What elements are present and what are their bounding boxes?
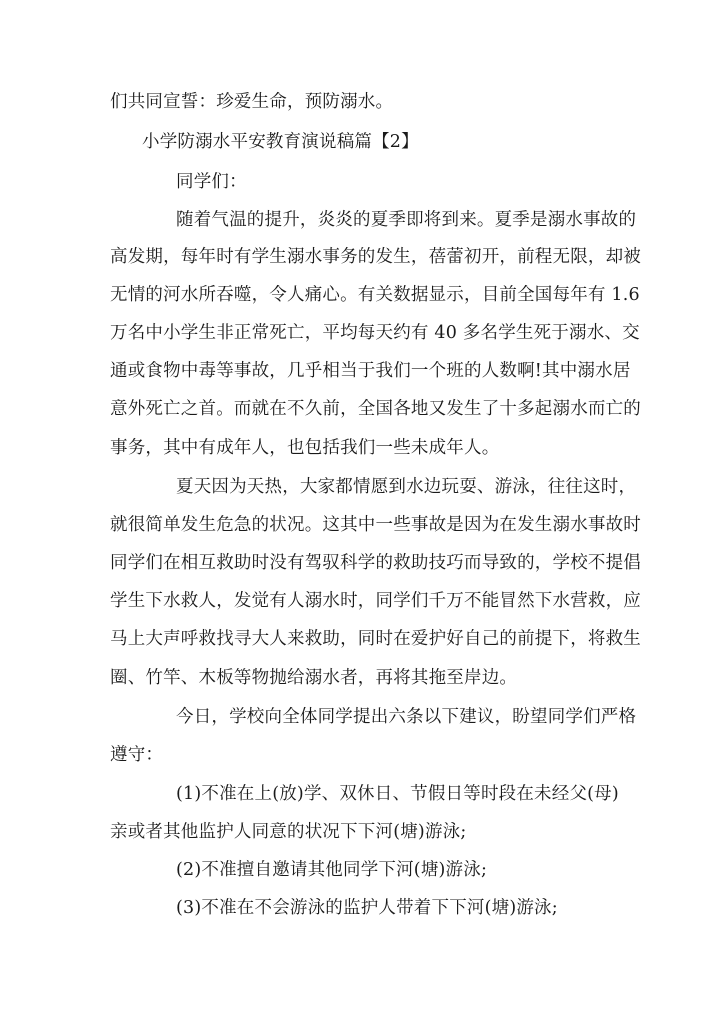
text-line: 高发期，每年时有学生溺水事务的发生，蓓蕾初开，前程无限，却被	[110, 247, 641, 267]
rule-item-3: (3)不准在不会游泳的监护人带着下下河(塘)游泳;	[176, 898, 558, 918]
text-line: 今日，学校向全体同学提出六条以下建议，盼望同学们严格	[176, 707, 637, 727]
text-line: 随着气温的提升，炎炎的夏季即将到来。夏季是溺水事故的	[176, 210, 637, 230]
text-line: 意外死亡之首。而就在不久前，全国各地又发生了十多起溺水而亡的	[110, 399, 641, 419]
text-line: 同学们在相互救助时没有驾驭科学的救助技巧而导致的，学校不提倡	[110, 553, 641, 573]
text-line: 通或食物中毒等事故，几乎相当于我们一个班的人数啊!其中溺水居	[110, 361, 631, 381]
text-line: 事务，其中有成年人，也包括我们一些未成年人。	[110, 438, 500, 458]
rule-item-1-continued: 亲或者其他监护人同意的状况下下河(塘)游泳;	[110, 822, 467, 842]
text-line: 圈、竹竿、木板等物抛给溺水者，再将其拖至岸边。	[110, 668, 518, 688]
text-line: 就很简单发生危急的状况。这其中一些事故是因为在发生溺水事故时	[110, 515, 641, 535]
text-line: 马上大声呼救找寻大人来救助，同时在爱护好自己的前提下，将救生	[110, 629, 641, 649]
rule-item-2: (2)不准擅自邀请其他同学下河(塘)游泳;	[176, 860, 488, 880]
salutation: 同学们：	[176, 172, 247, 192]
text-line: 们共同宣誓：珍爱生命，预防溺水。	[110, 92, 394, 112]
text-line: 学生下水救人，发觉有人溺水时，同学们千万不能冒然下水营救，应	[110, 591, 641, 611]
section-heading: 小学防溺水平安教育演说稿篇【2】	[142, 132, 419, 152]
text-line: 遵守：	[110, 745, 164, 765]
rule-item-1: (1)不准在上(放)学、双休日、节假日等时段在未经父(母)	[176, 784, 619, 804]
text-line: 万名中小学生非正常死亡，平均每天约有 40 多名学生死于溺水、交	[110, 323, 640, 343]
text-line: 无情的河水所吞噬，令人痛心。有关数据显示，目前全国每年有 1.6	[110, 285, 640, 305]
text-line: 夏天因为天热，大家都情愿到水边玩耍、游泳，往往这时，	[176, 477, 637, 497]
